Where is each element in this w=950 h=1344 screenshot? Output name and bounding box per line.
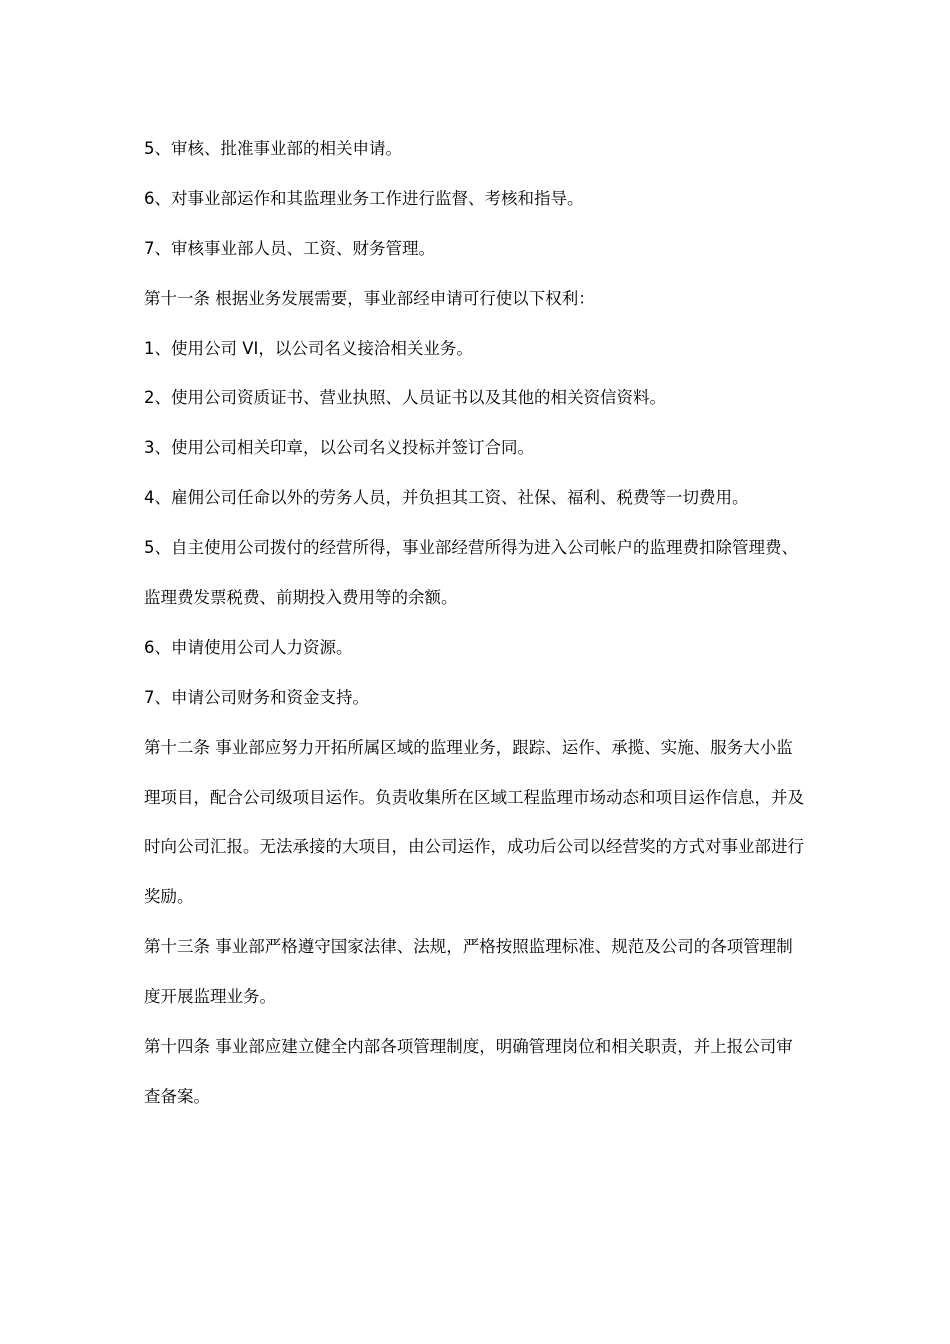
article-13-line-1: 第十三条 事业部严格遵守国家法律、法规，严格按照监理标准、规范及公司的各项管理制 (144, 937, 793, 957)
article-12-line-2: 理项目，配合公司级项目运作。负责收集所在区域工程监理市场动态和项目运作信息，并及 (144, 787, 804, 807)
list-item-use-seal: 3、使用公司相关印章，以公司名义投标并签订合同。 (144, 438, 534, 458)
list-item-review-approve: 5、审核、批准事业部的相关申请。 (144, 139, 402, 158)
document-body (144, 124, 809, 1122)
list-item-human-resources: 6、申请使用公司人力资源。 (144, 637, 353, 657)
list-item-review-personnel: 7、审核事业部人员、工资、财务管理。 (144, 238, 435, 258)
article-12-line-4: 奖励。 (144, 887, 194, 907)
list-item-supervise-assess: 6、对事业部运作和其监理业务工作进行监督、考核和指导。 (144, 188, 584, 208)
list-item-use-certificates: 2、使用公司资质证书、营业执照、人员证书以及其他的相关资信资料。 (144, 388, 666, 408)
list-item-use-vi: 1、使用公司 VI，以公司名义接洽相关业务。 (144, 338, 473, 358)
list-item-financial-support: 7、申请公司财务和资金支持。 (144, 687, 369, 707)
article-11-heading: 第十一条 根据业务发展需要，事业部经申请可行使以下权利： (144, 288, 595, 308)
list-item-hire-labor: 4、雇佣公司任命以外的劳务人员，并负担其工资、社保、福利、税费等一切费用。 (144, 488, 749, 508)
article-13-line-2: 度开展监理业务。 (144, 987, 276, 1007)
article-14-line-2: 查备案。 (144, 1086, 210, 1106)
list-item-use-proceeds-line-2: 监理费发票税费、前期投入费用等的余额。 (144, 588, 458, 608)
list-item-use-proceeds-line-1: 5、自主使用公司拨付的经营所得，事业部经营所得为进入公司帐户的监理费扣除管理费、 (144, 538, 798, 558)
article-12-line-3: 时向公司汇报。无法承接的大项目，由公司运作，成功后公司以经营奖的方式对事业部进行 (144, 837, 804, 857)
article-12-line-1: 第十二条 事业部应努力开拓所属区域的监理业务，跟踪、运作、承揽、实施、服务大小监 (144, 737, 793, 757)
article-14-line-1: 第十四条 事业部应建立健全内部各项管理制度，明确管理岗位和相关职责，并上报公司审 (144, 1037, 793, 1057)
